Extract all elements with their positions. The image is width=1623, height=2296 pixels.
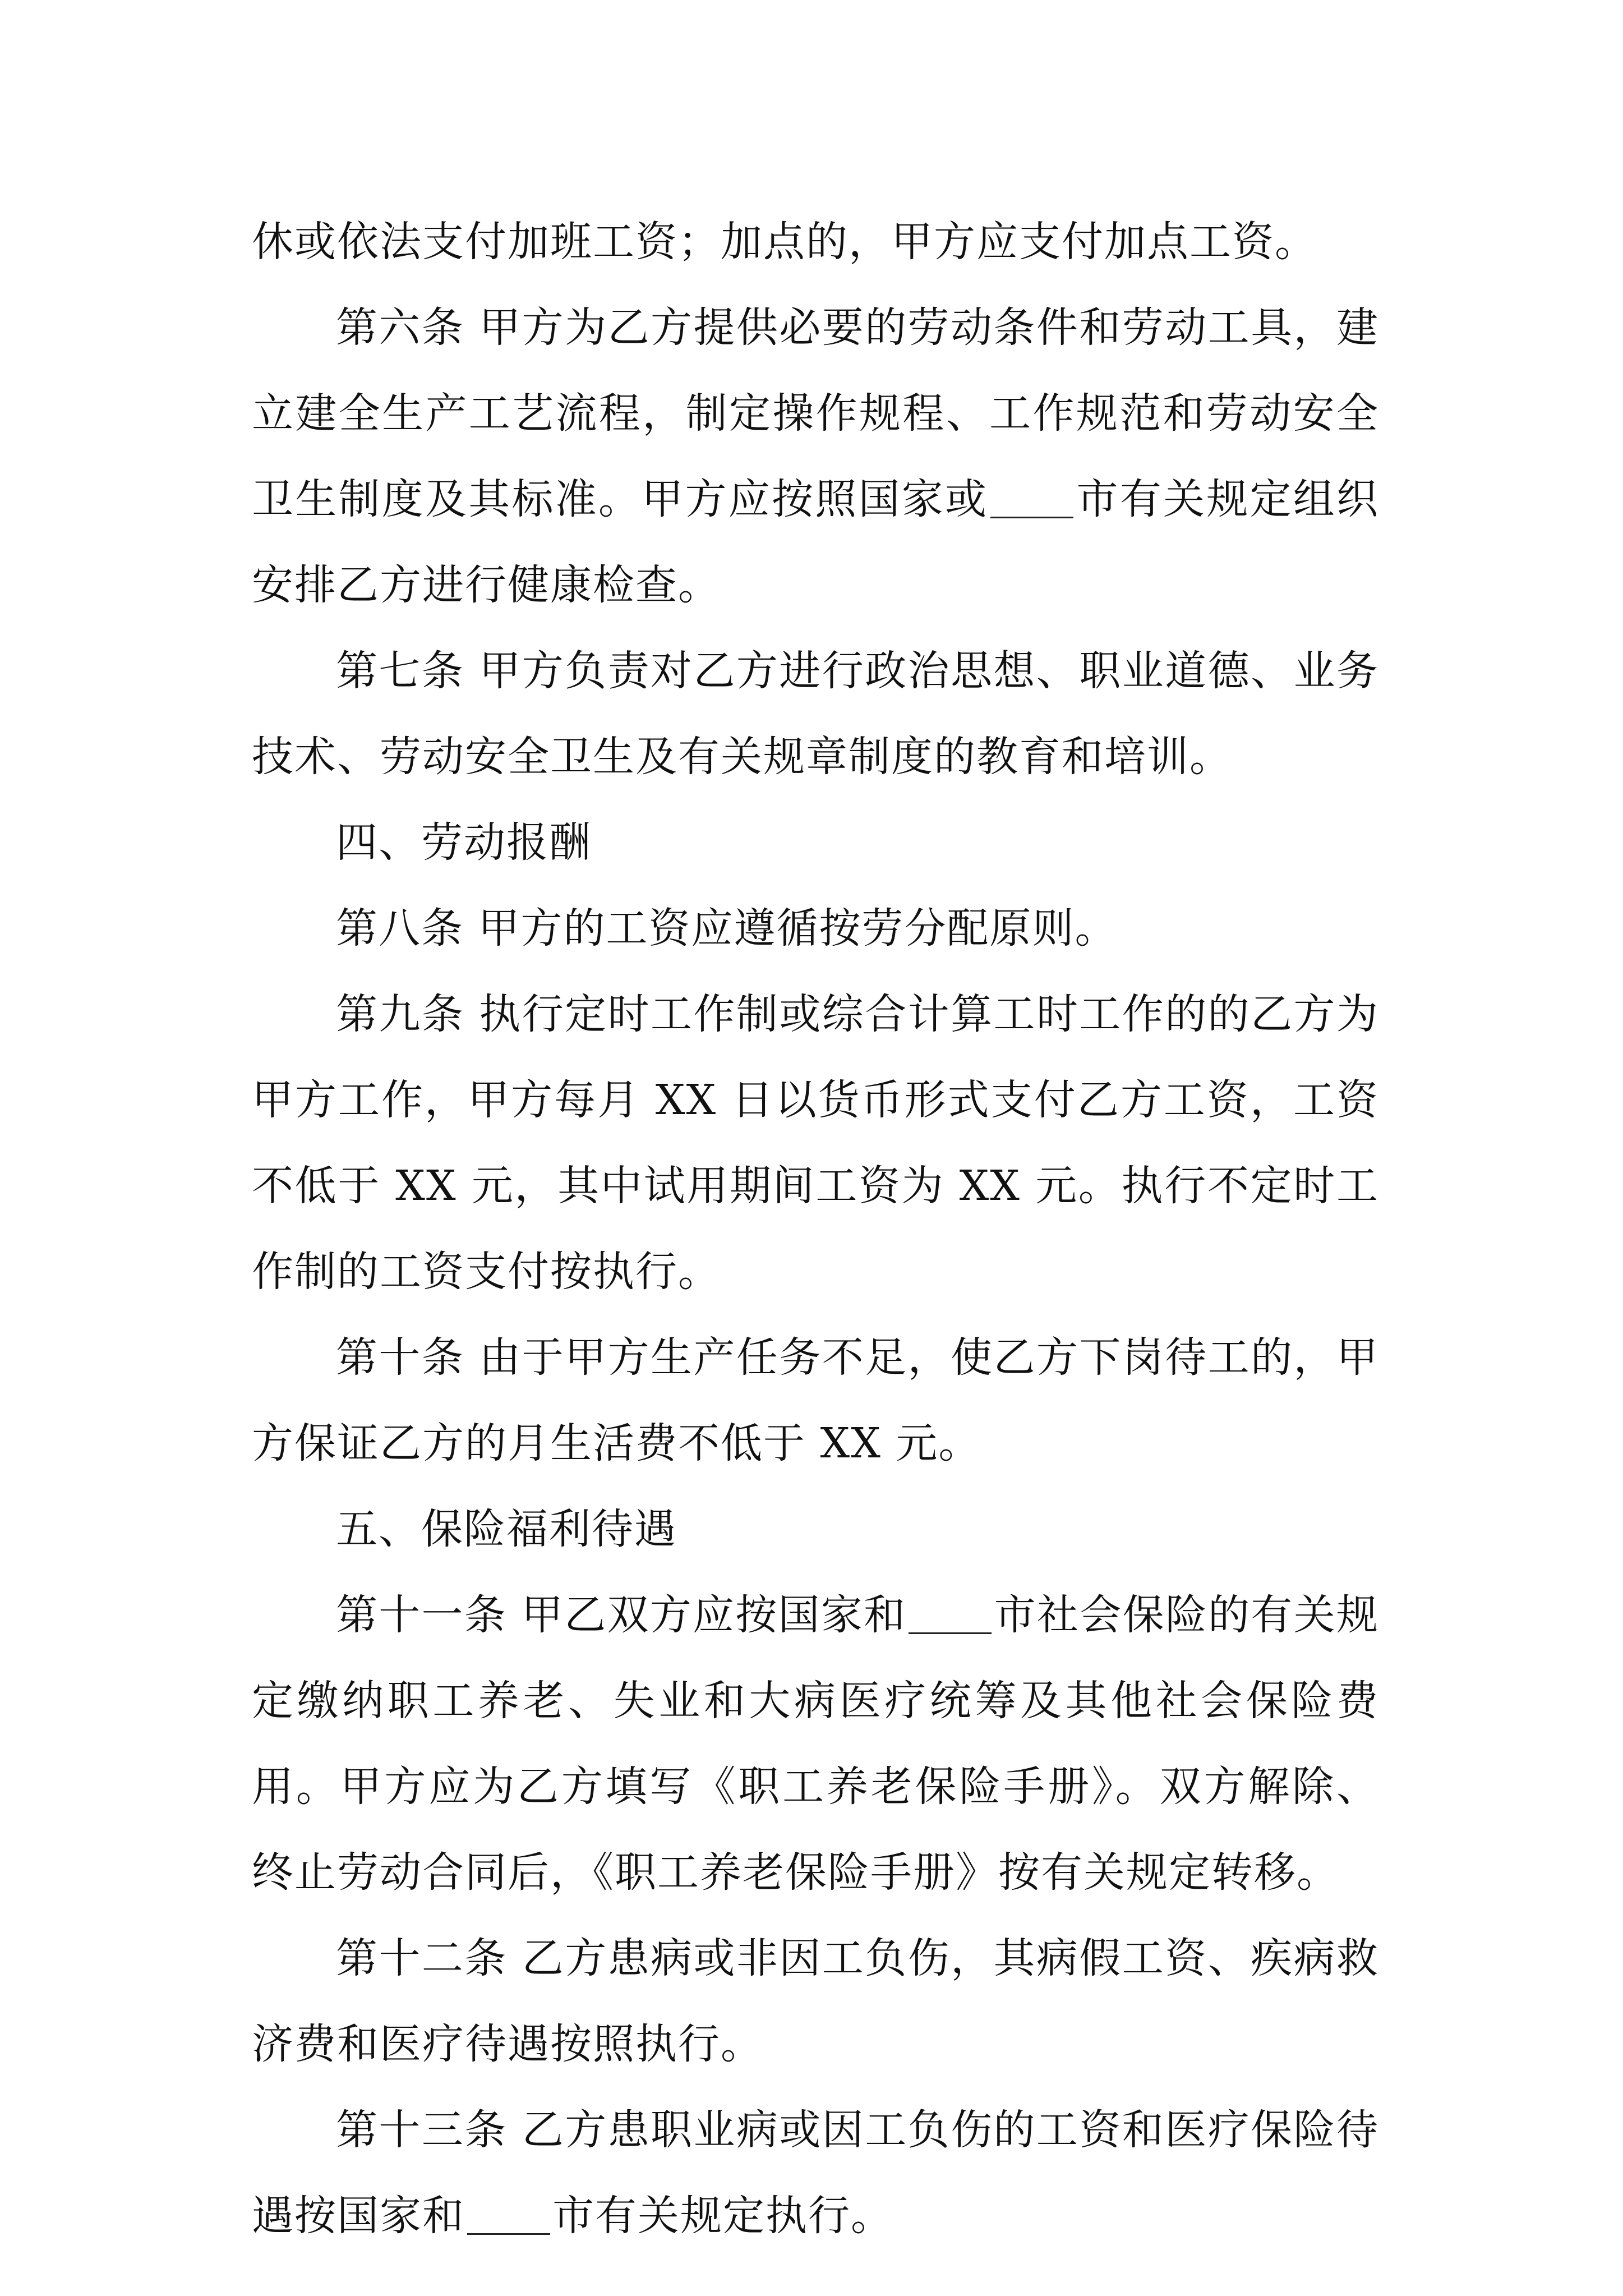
article-9 (252, 972, 1379, 1315)
paragraph-text: 休或依法支付加班工资；加点的，甲方应支付加点工资。 (252, 218, 1317, 266)
paragraph-text: 第八条 甲方的工资应遵循按劳分配原则。 (336, 904, 1118, 953)
article-10 (252, 1315, 1379, 1487)
paragraph-text: 第十条 由于甲方生产任务不足，使乙方下岗待工的，甲方保证乙方的月生活费不低于 XX 元。 (252, 1333, 1379, 1467)
paragraph-text-after-blank: 市有关规定组织安排乙方进行健康检查。 (252, 475, 1379, 609)
document-body (252, 199, 1379, 2259)
heading-text: 五、保险福利待遇 (336, 1505, 677, 1553)
section-heading-4 (252, 800, 1379, 886)
article-7 (252, 628, 1379, 800)
article-8 (252, 886, 1379, 972)
heading-text: 四、劳动报酬 (336, 818, 592, 867)
fill-in-blank (909, 1591, 992, 1634)
section-heading-5 (252, 1487, 1379, 1572)
paragraph-continuation (252, 199, 1379, 285)
paragraph-text: 第十二条 乙方患病或非因工负伤，其病假工资、疾病救济费和医疗待遇按照执行。 (252, 1934, 1379, 2068)
article-12 (252, 1916, 1379, 2087)
paragraph-text: 第十三条 乙方患职业病或因工负伤的工资和医疗保险待遇按国家和 (252, 2106, 1379, 2240)
article-11 (252, 1572, 1379, 1916)
paragraph-text: 第七条 甲方负责对乙方进行政治思想、职业道德、业务技术、劳动安全卫生及有关规章制度的教育和培训。 (252, 647, 1379, 781)
fill-in-blank (467, 2192, 550, 2235)
paragraph-text: 第九条 执行定时工作制或综合计算工时工作的的乙方为甲方工作，甲方每月 XX 日以货币形式支付乙方工资，工资不低于 XX 元，其中试用期间工资为 XX 元。执行不定时工作制的工资支付按执行。 (252, 990, 1379, 1296)
paragraph-text: 第十一条 甲乙双方应按国家和 (336, 1591, 907, 1639)
article-13 (252, 2087, 1379, 2259)
fill-in-blank (990, 475, 1073, 518)
paragraph-text-after-blank: 市社会保险的有关规定缴纳职工养老、失业和大病医疗统筹及其他社会保险费用。甲方应为乙方填写《职工养老保险手册》。双方解除、终止劳动合同后，《职工养老保险手册》按有关规定转移。 (252, 1591, 1379, 1897)
paragraph-text-after-blank: 市有关规定执行。 (552, 2192, 893, 2240)
paragraph-text: 第六条 甲方为乙方提供必要的劳动条件和劳动工具，建立建全生产工艺流程，制定操作规程、工作规范和劳动安全卫生制度及其标准。甲方应按照国家或 (252, 303, 1379, 523)
article-6 (252, 285, 1379, 628)
